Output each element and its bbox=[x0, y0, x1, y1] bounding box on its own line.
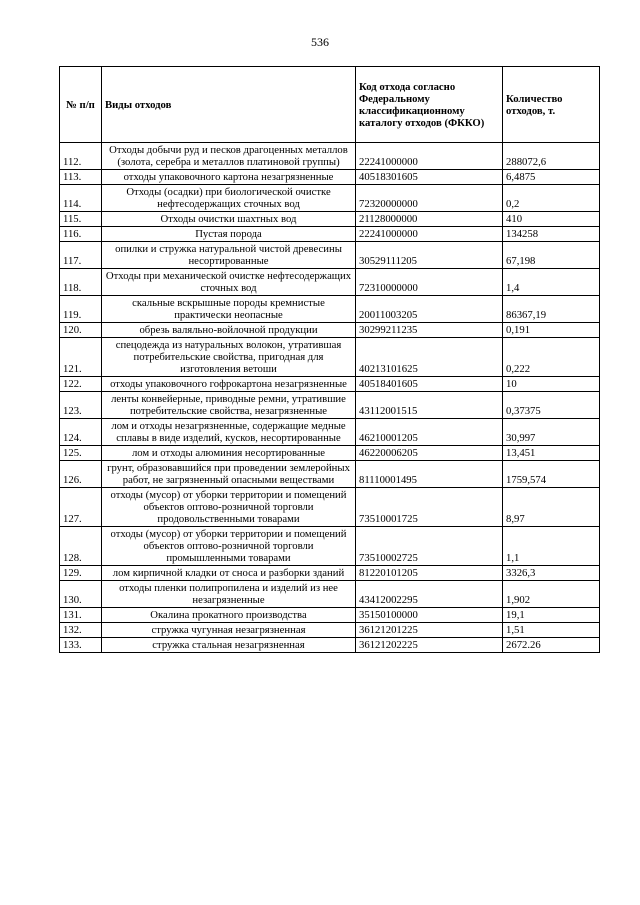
cell-name: спецодежда из натуральных волокон, утратившая потребительские свойства, пригодная для изготовления ветоши bbox=[102, 338, 356, 377]
cell-qty: 1,51 bbox=[503, 623, 600, 638]
cell-num: 120. bbox=[60, 323, 102, 338]
table-row bbox=[60, 269, 600, 296]
cell-num: 118. bbox=[60, 269, 102, 296]
cell-qty: 0,191 bbox=[503, 323, 600, 338]
cell-code: 72310000000 bbox=[356, 269, 503, 296]
cell-code: 73510002725 bbox=[356, 527, 503, 566]
cell-qty: 2672.26 bbox=[503, 638, 600, 653]
cell-code: 73510001725 bbox=[356, 488, 503, 527]
cell-code: 46220006205 bbox=[356, 446, 503, 461]
table-row bbox=[60, 296, 600, 323]
cell-name: Отходы добычи руд и песков драгоценных металлов (золота, серебра и металлов платиновой группы) bbox=[102, 143, 356, 170]
cell-name: отходы (мусор) от уборки территории и помещений объектов оптово-розничной торговли продовольственными товарами bbox=[102, 488, 356, 527]
cell-name: ленты конвейерные, приводные ремни, утратившие потребительские свойства, незагрязненные bbox=[102, 392, 356, 419]
cell-num: 133. bbox=[60, 638, 102, 653]
header-num: № п/п bbox=[60, 67, 102, 143]
cell-num: 113. bbox=[60, 170, 102, 185]
cell-name: Отходы (осадки) при биологической очистке нефтесодержащих сточных вод bbox=[102, 185, 356, 212]
cell-code: 43112001515 bbox=[356, 392, 503, 419]
cell-name: лом кирпичной кладки от сноса и разборки зданий bbox=[102, 566, 356, 581]
cell-qty: 134258 bbox=[503, 227, 600, 242]
table-row bbox=[60, 143, 600, 170]
cell-code: 36121202225 bbox=[356, 638, 503, 653]
cell-code: 22241000000 bbox=[356, 227, 503, 242]
cell-name: Отходы при механической очистке нефтесодержащих сточных вод bbox=[102, 269, 356, 296]
cell-qty: 67,198 bbox=[503, 242, 600, 269]
header-code: Код отхода согласно Федеральному классификационному каталогу отходов (ФККО) bbox=[356, 67, 503, 143]
table-row bbox=[60, 392, 600, 419]
cell-code: 81220101205 bbox=[356, 566, 503, 581]
page-number: 536 bbox=[311, 35, 329, 49]
cell-qty: 288072,6 bbox=[503, 143, 600, 170]
table-row bbox=[60, 419, 600, 446]
cell-name: лом и отходы незагрязненные, содержащие медные сплавы в виде изделий, кусков, несортированные bbox=[102, 419, 356, 446]
cell-qty: 8,97 bbox=[503, 488, 600, 527]
cell-name: стружка стальная незагрязненная bbox=[102, 638, 356, 653]
cell-qty: 3326,3 bbox=[503, 566, 600, 581]
cell-num: 124. bbox=[60, 419, 102, 446]
cell-code: 30299211235 bbox=[356, 323, 503, 338]
cell-code: 35150100000 bbox=[356, 608, 503, 623]
cell-qty: 1,4 bbox=[503, 269, 600, 296]
cell-qty: 0,2 bbox=[503, 185, 600, 212]
header-qty: Количество отходов, т. bbox=[503, 67, 600, 143]
cell-name: Отходы очистки шахтных вод bbox=[102, 212, 356, 227]
table-row bbox=[60, 212, 600, 227]
cell-name: опилки и стружка натуральной чистой древесины несортированные bbox=[102, 242, 356, 269]
cell-name: отходы упаковочного картона незагрязненные bbox=[102, 170, 356, 185]
table-row bbox=[60, 377, 600, 392]
cell-code: 46210001205 bbox=[356, 419, 503, 446]
cell-qty: 10 bbox=[503, 377, 600, 392]
cell-qty: 0,222 bbox=[503, 338, 600, 377]
cell-qty: 19,1 bbox=[503, 608, 600, 623]
table-row bbox=[60, 461, 600, 488]
cell-code: 40518401605 bbox=[356, 377, 503, 392]
table-body bbox=[60, 143, 600, 653]
waste-table bbox=[59, 66, 600, 653]
cell-num: 115. bbox=[60, 212, 102, 227]
cell-num: 119. bbox=[60, 296, 102, 323]
cell-qty: 410 bbox=[503, 212, 600, 227]
cell-name: обрезь валяльно-войлочной продукции bbox=[102, 323, 356, 338]
cell-name: Окалина прокатного производства bbox=[102, 608, 356, 623]
cell-num: 117. bbox=[60, 242, 102, 269]
cell-num: 129. bbox=[60, 566, 102, 581]
cell-num: 114. bbox=[60, 185, 102, 212]
cell-name: грунт, образовавшийся при проведении землеройных работ, не загрязненный опасными веществами bbox=[102, 461, 356, 488]
cell-code: 21128000000 bbox=[356, 212, 503, 227]
cell-code: 30529111205 bbox=[356, 242, 503, 269]
cell-name: отходы пленки полипропилена и изделий из нее незагрязненные bbox=[102, 581, 356, 608]
cell-name: лом и отходы алюминия несортированные bbox=[102, 446, 356, 461]
cell-name: отходы (мусор) от уборки территории и помещений объектов оптово-розничной торговли промышленными товарами bbox=[102, 527, 356, 566]
cell-qty: 30,997 bbox=[503, 419, 600, 446]
cell-num: 128. bbox=[60, 527, 102, 566]
cell-qty: 1,902 bbox=[503, 581, 600, 608]
cell-name: стружка чугунная незагрязненная bbox=[102, 623, 356, 638]
cell-code: 72320000000 bbox=[356, 185, 503, 212]
cell-qty: 13,451 bbox=[503, 446, 600, 461]
table-header-row bbox=[60, 67, 600, 143]
table-row bbox=[60, 227, 600, 242]
table-row bbox=[60, 566, 600, 581]
cell-code: 40213101625 bbox=[356, 338, 503, 377]
cell-code: 81110001495 bbox=[356, 461, 503, 488]
header-name: Виды отходов bbox=[102, 67, 356, 143]
cell-num: 125. bbox=[60, 446, 102, 461]
cell-code: 20011003205 bbox=[356, 296, 503, 323]
cell-name: скальные вскрышные породы кремнистые практически неопасные bbox=[102, 296, 356, 323]
table-row bbox=[60, 527, 600, 566]
cell-qty: 1759,574 bbox=[503, 461, 600, 488]
cell-num: 112. bbox=[60, 143, 102, 170]
table-row bbox=[60, 323, 600, 338]
cell-num: 132. bbox=[60, 623, 102, 638]
cell-name: отходы упаковочного гофрокартона незагрязненные bbox=[102, 377, 356, 392]
table-row bbox=[60, 446, 600, 461]
cell-num: 126. bbox=[60, 461, 102, 488]
cell-name: Пустая порода bbox=[102, 227, 356, 242]
cell-qty: 6,4875 bbox=[503, 170, 600, 185]
table-row bbox=[60, 581, 600, 608]
table-row bbox=[60, 638, 600, 653]
cell-num: 121. bbox=[60, 338, 102, 377]
cell-qty: 86367,19 bbox=[503, 296, 600, 323]
cell-qty: 0,37375 bbox=[503, 392, 600, 419]
cell-code: 40518301605 bbox=[356, 170, 503, 185]
table-row bbox=[60, 488, 600, 527]
cell-qty: 1,1 bbox=[503, 527, 600, 566]
table-row bbox=[60, 242, 600, 269]
table-row bbox=[60, 170, 600, 185]
cell-num: 130. bbox=[60, 581, 102, 608]
table-row bbox=[60, 623, 600, 638]
table-row bbox=[60, 608, 600, 623]
cell-code: 22241000000 bbox=[356, 143, 503, 170]
cell-num: 116. bbox=[60, 227, 102, 242]
cell-code: 43412002295 bbox=[356, 581, 503, 608]
cell-num: 131. bbox=[60, 608, 102, 623]
cell-num: 127. bbox=[60, 488, 102, 527]
cell-num: 123. bbox=[60, 392, 102, 419]
cell-num: 122. bbox=[60, 377, 102, 392]
cell-code: 36121201225 bbox=[356, 623, 503, 638]
table-row bbox=[60, 185, 600, 212]
table-row bbox=[60, 338, 600, 377]
